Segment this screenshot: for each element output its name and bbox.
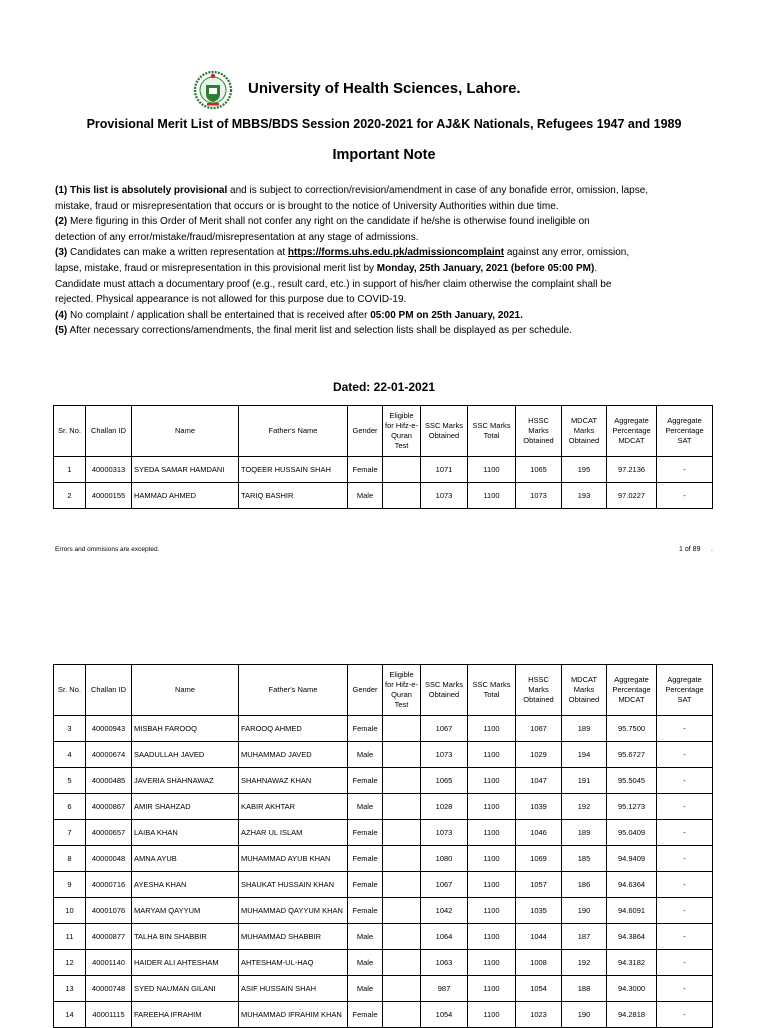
cell-ssc-total: 1100 xyxy=(468,820,516,846)
header-fathers-name: Father's Name xyxy=(239,665,348,716)
header-mdcat-obtained: MDCAT Marks Obtained xyxy=(562,665,607,716)
cell-sr-no: 2 xyxy=(54,483,86,509)
cell-hifz-eligible xyxy=(383,950,421,976)
table-row xyxy=(54,846,713,872)
header-ssc-total: SSC Marks Total xyxy=(468,665,516,716)
cell-mdcat-obtained: 189 xyxy=(562,716,607,742)
cell-sr-no: 3 xyxy=(54,716,86,742)
header-name: Name xyxy=(132,406,239,457)
cell-sr-no: 12 xyxy=(54,950,86,976)
cell-sr-no: 13 xyxy=(54,976,86,1002)
table-header-row xyxy=(54,406,713,457)
note-3-line-3: Candidate must attach a documentary proof (e.g., result card, etc.) in support of his/her claim otherwise the complaint shall be xyxy=(55,278,612,290)
cell-hssc-obtained: 1069 xyxy=(516,846,562,872)
important-note-heading: Important Note xyxy=(332,147,436,163)
cell-mdcat-obtained: 192 xyxy=(562,794,607,820)
cell-challan-id: 40000155 xyxy=(86,483,132,509)
cell-fathers-name: TARIQ BASHIR xyxy=(239,483,348,509)
cell-ssc-obtained: 1071 xyxy=(421,457,468,483)
cell-gender: Female xyxy=(348,898,383,924)
cell-fathers-name: MUHAMMAD JAVED xyxy=(239,742,348,768)
cell-name: SAADULLAH JAVED xyxy=(132,742,239,768)
cell-hifz-eligible xyxy=(383,976,421,1002)
cell-ssc-obtained: 1028 xyxy=(421,794,468,820)
merit-table-page-2 xyxy=(53,664,713,1028)
table-row xyxy=(54,742,713,768)
cell-hifz-eligible xyxy=(383,457,421,483)
cell-hssc-obtained: 1023 xyxy=(516,1002,562,1028)
header-aggregate-mdcat: Aggregate Percentage MDCAT xyxy=(607,406,657,457)
table-header-row xyxy=(54,665,713,716)
cell-name: HAMMAD AHMED xyxy=(132,483,239,509)
cell-gender: Male xyxy=(348,950,383,976)
header-hssc-obtained: HSSC Marks Obtained xyxy=(516,665,562,716)
cell-challan-id: 40000048 xyxy=(86,846,132,872)
cell-ssc-obtained: 987 xyxy=(421,976,468,1002)
cell-sr-no: 7 xyxy=(54,820,86,846)
cell-fathers-name: AZHAR UL ISLAM xyxy=(239,820,348,846)
cell-ssc-total: 1100 xyxy=(468,950,516,976)
cell-fathers-name: TOQEER HUSSAIN SHAH xyxy=(239,457,348,483)
cell-hifz-eligible xyxy=(383,898,421,924)
cell-fathers-name: AHTESHAM-UL-HAQ xyxy=(239,950,348,976)
cell-name: AMNA AYUB xyxy=(132,846,239,872)
cell-aggregate-mdcat: 94.3000 xyxy=(607,976,657,1002)
cell-aggregate-sat: - xyxy=(657,457,713,483)
cell-challan-id: 40000877 xyxy=(86,924,132,950)
cell-challan-id: 40001140 xyxy=(86,950,132,976)
merit-table-page-1 xyxy=(53,405,713,509)
cell-name: TALHA BIN SHABBIR xyxy=(132,924,239,950)
cell-sr-no: 6 xyxy=(54,794,86,820)
cell-hssc-obtained: 1029 xyxy=(516,742,562,768)
cell-mdcat-obtained: 194 xyxy=(562,742,607,768)
cell-gender: Female xyxy=(348,846,383,872)
cell-challan-id: 40000748 xyxy=(86,976,132,1002)
cell-name: AYESHA KHAN xyxy=(132,872,239,898)
cell-aggregate-mdcat: 94.2818 xyxy=(607,1002,657,1028)
cell-ssc-total: 1100 xyxy=(468,872,516,898)
cell-sr-no: 4 xyxy=(54,742,86,768)
header-aggregate-sat: Aggregate Percentage SAT xyxy=(657,406,713,457)
header-challan-id: Challan ID xyxy=(86,665,132,716)
cell-name: JAVERIA SHAHNAWAZ xyxy=(132,768,239,794)
note-5-line: (5) After necessary corrections/amendments, the final merit list and selection lists shall be displayed as per schedule. xyxy=(55,325,572,337)
cell-aggregate-mdcat: 95.6727 xyxy=(607,742,657,768)
cell-fathers-name: FAROOQ AHMED xyxy=(239,716,348,742)
cell-aggregate-sat: - xyxy=(657,820,713,846)
cell-hssc-obtained: 1054 xyxy=(516,976,562,1002)
note-3-line-2: lapse, mistake, fraud or misrepresentation in this provisional merit list by Monday, 25th January, 2021 (before 05:00 PM). xyxy=(55,262,598,274)
cell-aggregate-sat: - xyxy=(657,950,713,976)
cell-mdcat-obtained: 190 xyxy=(562,898,607,924)
header-hifz-eligible: Eligible for Hifz-e-Quran Test xyxy=(383,665,421,716)
cell-name: MISBAH FAROOQ xyxy=(132,716,239,742)
cell-hifz-eligible xyxy=(383,768,421,794)
cell-hssc-obtained: 1065 xyxy=(516,457,562,483)
header-gender: Gender xyxy=(348,665,383,716)
cell-aggregate-sat: - xyxy=(657,846,713,872)
cell-ssc-obtained: 1073 xyxy=(421,820,468,846)
cell-mdcat-obtained: 193 xyxy=(562,483,607,509)
cell-ssc-obtained: 1080 xyxy=(421,846,468,872)
important-notes xyxy=(55,183,715,339)
cell-fathers-name: SHAUKAT HUSSAIN KHAN xyxy=(239,872,348,898)
merit-list-subtitle: Provisional Merit List of MBBS/BDS Session 2020-2021 for AJ&K Nationals, Refugees 1947 and 1989 xyxy=(86,117,682,131)
cell-mdcat-obtained: 188 xyxy=(562,976,607,1002)
university-title: University of Health Sciences, Lahore. xyxy=(248,80,521,97)
cell-ssc-total: 1100 xyxy=(468,794,516,820)
cell-aggregate-sat: - xyxy=(657,483,713,509)
cell-aggregate-mdcat: 97.2136 xyxy=(607,457,657,483)
cell-aggregate-mdcat: 94.6091 xyxy=(607,898,657,924)
table-row xyxy=(54,898,713,924)
cell-sr-no: 11 xyxy=(54,924,86,950)
header-sr-no: Sr. No. xyxy=(54,665,86,716)
cell-ssc-obtained: 1067 xyxy=(421,872,468,898)
cell-ssc-obtained: 1073 xyxy=(421,742,468,768)
cell-ssc-obtained: 1042 xyxy=(421,898,468,924)
header-mdcat-obtained: MDCAT Marks Obtained xyxy=(562,406,607,457)
header-sr-no: Sr. No. xyxy=(54,406,86,457)
cell-sr-no: 9 xyxy=(54,872,86,898)
cell-hifz-eligible xyxy=(383,716,421,742)
cell-gender: Male xyxy=(348,794,383,820)
cell-challan-id: 40000943 xyxy=(86,716,132,742)
errors-disclaimer: Errors and ommisions are excepted. xyxy=(55,546,160,553)
cell-sr-no: 5 xyxy=(54,768,86,794)
cell-ssc-total: 1100 xyxy=(468,846,516,872)
cell-hifz-eligible xyxy=(383,846,421,872)
note-2-line-2: detection of any error/mistake/fraud/misrepresentation at any stage of admissions. xyxy=(55,231,419,243)
table-row xyxy=(54,924,713,950)
cell-aggregate-mdcat: 94.6364 xyxy=(607,872,657,898)
cell-hifz-eligible xyxy=(383,794,421,820)
cell-hssc-obtained: 1067 xyxy=(516,716,562,742)
header-fathers-name: Father's Name xyxy=(239,406,348,457)
cell-ssc-total: 1100 xyxy=(468,716,516,742)
cell-mdcat-obtained: 195 xyxy=(562,457,607,483)
cell-mdcat-obtained: 187 xyxy=(562,924,607,950)
cell-aggregate-mdcat: 94.3182 xyxy=(607,950,657,976)
cell-aggregate-sat: - xyxy=(657,976,713,1002)
cell-aggregate-mdcat: 95.0409 xyxy=(607,820,657,846)
header-gender: Gender xyxy=(348,406,383,457)
cell-mdcat-obtained: 192 xyxy=(562,950,607,976)
cell-hifz-eligible xyxy=(383,924,421,950)
cell-ssc-total: 1100 xyxy=(468,1002,516,1028)
header-ssc-obtained: SSC Marks Obtained xyxy=(421,406,468,457)
cell-challan-id: 40000657 xyxy=(86,820,132,846)
cell-gender: Male xyxy=(348,483,383,509)
cell-aggregate-sat: - xyxy=(657,742,713,768)
cell-sr-no: 8 xyxy=(54,846,86,872)
table-row xyxy=(54,768,713,794)
cell-ssc-total: 1100 xyxy=(468,483,516,509)
cell-fathers-name: MUHAMMAD AYUB KHAN xyxy=(239,846,348,872)
cell-mdcat-obtained: 191 xyxy=(562,768,607,794)
cell-name: MARYAM QAYYUM xyxy=(132,898,239,924)
cell-name: FAREEHA IFRAHIM xyxy=(132,1002,239,1028)
cell-hifz-eligible xyxy=(383,872,421,898)
cell-ssc-total: 1100 xyxy=(468,924,516,950)
table-row xyxy=(54,820,713,846)
cell-aggregate-sat: - xyxy=(657,898,713,924)
table-row xyxy=(54,976,713,1002)
header-challan-id: Challan ID xyxy=(86,406,132,457)
cell-ssc-obtained: 1063 xyxy=(421,950,468,976)
cell-fathers-name: MUHAMMAD IFRAHIM KHAN xyxy=(239,1002,348,1028)
uhs-logo-icon xyxy=(193,70,233,110)
note-1-line-1: (1) This list is absolutely provisional and is subject to correction/revision/amendment in case of any bonafide error, omission, lapse, xyxy=(55,185,649,196)
cell-sr-no: 14 xyxy=(54,1002,86,1028)
cell-ssc-total: 1100 xyxy=(468,976,516,1002)
cell-challan-id: 40000674 xyxy=(86,742,132,768)
cell-aggregate-sat: - xyxy=(657,768,713,794)
note-3-line-4: rejected. Physical appearance is not allowed for this purpose due to COVID-19. xyxy=(55,294,407,306)
cell-mdcat-obtained: 189 xyxy=(562,820,607,846)
merit-table-body-page-2 xyxy=(54,716,713,1028)
cell-ssc-total: 1100 xyxy=(468,768,516,794)
cell-aggregate-mdcat: 94.3864 xyxy=(607,924,657,950)
cell-hssc-obtained: 1073 xyxy=(516,483,562,509)
note-4-line: (4) No complaint / application shall be entertained that is received after 05:00 PM on 25th January, 2021. xyxy=(55,309,523,321)
merit-table-body-page-1 xyxy=(54,457,713,509)
cell-gender: Female xyxy=(348,1002,383,1028)
cell-hssc-obtained: 1046 xyxy=(516,820,562,846)
header-hifz-eligible: Eligible for Hifz-e-Quran Test xyxy=(383,406,421,457)
cell-ssc-obtained: 1054 xyxy=(421,1002,468,1028)
footer-trailing-dot: . xyxy=(711,546,713,553)
cell-hifz-eligible xyxy=(383,483,421,509)
cell-hssc-obtained: 1008 xyxy=(516,950,562,976)
cell-challan-id: 40000716 xyxy=(86,872,132,898)
cell-gender: Female xyxy=(348,716,383,742)
cell-hifz-eligible xyxy=(383,742,421,768)
header-aggregate-mdcat: Aggregate Percentage MDCAT xyxy=(607,665,657,716)
cell-ssc-obtained: 1073 xyxy=(421,483,468,509)
dated-label: Dated: 22-01-2021 xyxy=(332,380,436,394)
cell-ssc-obtained: 1064 xyxy=(421,924,468,950)
note-1-line-2: mistake, fraud or misrepresentation that occurs or is brought to the notice of University Authorities within due time. xyxy=(55,200,559,212)
cell-ssc-total: 1100 xyxy=(468,898,516,924)
cell-gender: Male xyxy=(348,742,383,768)
cell-fathers-name: MUHAMMAD SHABBIR xyxy=(239,924,348,950)
cell-gender: Male xyxy=(348,924,383,950)
cell-gender: Female xyxy=(348,457,383,483)
header-ssc-total: SSC Marks Total xyxy=(468,406,516,457)
cell-fathers-name: SHAHNAWAZ KHAN xyxy=(239,768,348,794)
cell-aggregate-sat: - xyxy=(657,872,713,898)
cell-aggregate-sat: - xyxy=(657,794,713,820)
cell-aggregate-sat: - xyxy=(657,1002,713,1028)
cell-gender: Female xyxy=(348,768,383,794)
cell-hssc-obtained: 1047 xyxy=(516,768,562,794)
cell-hifz-eligible xyxy=(383,820,421,846)
table-row xyxy=(54,950,713,976)
cell-mdcat-obtained: 190 xyxy=(562,1002,607,1028)
cell-aggregate-sat: - xyxy=(657,924,713,950)
cell-aggregate-mdcat: 95.1273 xyxy=(607,794,657,820)
complaint-form-link[interactable]: https://forms.uhs.edu.pk/admissioncomplaint xyxy=(287,247,505,259)
cell-hssc-obtained: 1044 xyxy=(516,924,562,950)
table-row xyxy=(54,483,713,509)
cell-sr-no: 1 xyxy=(54,457,86,483)
table-row xyxy=(54,794,713,820)
cell-aggregate-mdcat: 95.7500 xyxy=(607,716,657,742)
cell-hssc-obtained: 1035 xyxy=(516,898,562,924)
cell-challan-id: 40001076 xyxy=(86,898,132,924)
header-name: Name xyxy=(132,665,239,716)
cell-ssc-obtained: 1067 xyxy=(421,716,468,742)
header-aggregate-sat: Aggregate Percentage SAT xyxy=(657,665,713,716)
cell-name: HAIDER ALI AHTESHAM xyxy=(132,950,239,976)
cell-ssc-total: 1100 xyxy=(468,742,516,768)
cell-gender: Female xyxy=(348,872,383,898)
cell-aggregate-sat: - xyxy=(657,716,713,742)
cell-gender: Female xyxy=(348,820,383,846)
table-row xyxy=(54,457,713,483)
cell-challan-id: 40000867 xyxy=(86,794,132,820)
cell-fathers-name: MUHAMMAD QAYYUM KHAN xyxy=(239,898,348,924)
cell-ssc-total: 1100 xyxy=(468,457,516,483)
table-row xyxy=(54,872,713,898)
note-3-line-1: (3) Candidates can make a written representation at https://forms.uhs.edu.pk/admissioncomplaint against any error, omission, xyxy=(55,247,630,259)
cell-name: SYEDA SAMAR HAMDANI xyxy=(132,457,239,483)
cell-name: AMIR SHAHZAD xyxy=(132,794,239,820)
cell-ssc-obtained: 1065 xyxy=(421,768,468,794)
cell-sr-no: 10 xyxy=(54,898,86,924)
cell-challan-id: 40001115 xyxy=(86,1002,132,1028)
cell-name: SYED NAUMAN GILANI xyxy=(132,976,239,1002)
cell-hssc-obtained: 1039 xyxy=(516,794,562,820)
note-2-line-1: (2) Mere figuring in this Order of Merit shall not confer any right on the candidate if he/she is otherwise found ineligible on xyxy=(55,216,590,228)
cell-mdcat-obtained: 185 xyxy=(562,846,607,872)
table-row xyxy=(54,716,713,742)
cell-aggregate-mdcat: 97.0227 xyxy=(607,483,657,509)
header-hssc-obtained: HSSC Marks Obtained xyxy=(516,406,562,457)
page-number: 1 of 89 xyxy=(679,546,701,553)
cell-challan-id: 40000313 xyxy=(86,457,132,483)
cell-challan-id: 40000485 xyxy=(86,768,132,794)
cell-fathers-name: ASIF HUSSAIN SHAH xyxy=(239,976,348,1002)
cell-hssc-obtained: 1057 xyxy=(516,872,562,898)
cell-gender: Male xyxy=(348,976,383,1002)
cell-mdcat-obtained: 186 xyxy=(562,872,607,898)
cell-aggregate-mdcat: 95.5045 xyxy=(607,768,657,794)
cell-name: LAIBA KHAN xyxy=(132,820,239,846)
header-ssc-obtained: SSC Marks Obtained xyxy=(421,665,468,716)
cell-fathers-name: KABIR AKHTAR xyxy=(239,794,348,820)
cell-aggregate-mdcat: 94.9409 xyxy=(607,846,657,872)
